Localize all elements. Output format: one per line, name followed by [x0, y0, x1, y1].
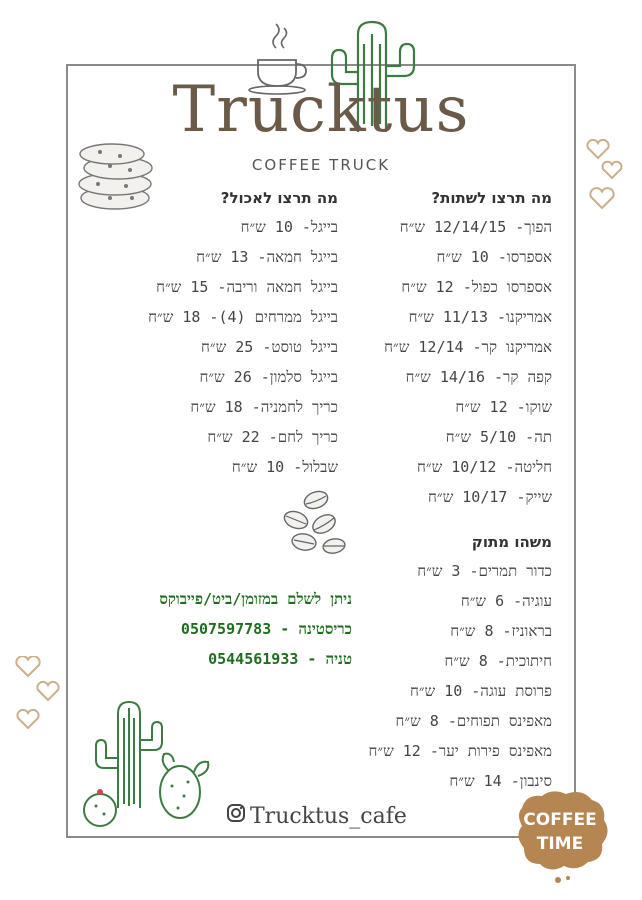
badge-line1: COFFEE	[523, 810, 597, 830]
food-item: בייגל חמאה וריבה- 15 ש״ח	[156, 278, 338, 296]
drink-item: אספרסו- 10 ש״ח	[436, 248, 552, 266]
food-item: בייגל ממרחים (4)- 18 ש״ח	[148, 308, 338, 326]
instagram-handle-text: Trucktus_cafe	[250, 804, 407, 829]
instagram-icon	[226, 802, 246, 832]
drink-item: שייק- 10/17 ש״ח	[428, 488, 552, 506]
sweet-heading: משהו מתוק	[471, 533, 552, 551]
drink-item: אמריקנו קר- 12/14 ש״ח	[384, 338, 552, 356]
drinks-heading: מה תרצו לשתות?	[431, 189, 552, 207]
payment-methods: ניתן לשלם במזומן/ביט/פייבוקס	[159, 590, 352, 608]
drink-item: תה- 5/10 ש״ח	[445, 428, 552, 446]
drink-item: אמריקנו- 11/13 ש״ח	[408, 308, 552, 326]
sweet-item: כדור תמרים- 3 ש״ח	[417, 562, 552, 580]
sweet-item: עוגיה- 6 ש״ח	[460, 592, 552, 610]
food-item: בייגל חמאה- 13 ש״ח	[196, 248, 338, 266]
drinks-section	[312, 184, 552, 512]
drink-item: הפוך- 12/14/15 ש״ח	[399, 218, 552, 236]
food-item: שבלול- 10 ש״ח	[231, 458, 338, 476]
drink-item: שוקו- 12 ש״ח	[455, 398, 552, 416]
drink-item: קפה קר- 14/16 ש״ח	[405, 368, 552, 386]
food-item: בייגל סלמון- 26 ש״ח	[199, 368, 338, 386]
phone-christina: כריסטינה - 0507597783	[180, 620, 352, 638]
instagram-handle[interactable]	[226, 802, 407, 832]
drink-item: חליטה- 10/12 ש״ח	[417, 458, 552, 476]
payment-info	[92, 584, 352, 674]
badge-line2: TIME	[536, 834, 584, 854]
sweet-item: מאפינס תפוחים- 8 ש״ח	[395, 712, 552, 730]
brand-title: Trucktus	[172, 73, 470, 147]
food-section	[98, 184, 338, 482]
cactus-group-icon	[72, 692, 222, 832]
brand-subtitle: COFFEE TRUCK	[251, 156, 391, 174]
food-item: בייגל- 10 ש״ח	[240, 218, 338, 236]
sweet-item: מאפינס פירות יער- 12 ש״ח	[368, 742, 552, 760]
food-heading: מה תרצו לאכול?	[220, 189, 338, 207]
sweet-item: סינבון- 14 ש״ח	[449, 772, 552, 790]
food-item: כריך לחם- 22 ש״ח	[207, 428, 338, 446]
drink-item: אספרסו כפול- 12 ש״ח	[401, 278, 552, 296]
sweet-item: פרוסת עוגה- 10 ש״ח	[409, 682, 552, 700]
sweet-item: חיתוכית- 8 ש״ח	[444, 652, 552, 670]
hearts-icon	[584, 138, 624, 218]
hearts-icon-left	[12, 656, 62, 736]
coffee-time-badge	[508, 788, 612, 884]
food-item: כריך לחמניה- 18 ש״ח	[190, 398, 338, 416]
sweet-item: בראוניז- 8 ש״ח	[450, 622, 552, 640]
food-item: בייגל טוסט- 25 ש״ח	[201, 338, 338, 356]
phone-tanya: טניה - 0544561933	[208, 650, 352, 668]
